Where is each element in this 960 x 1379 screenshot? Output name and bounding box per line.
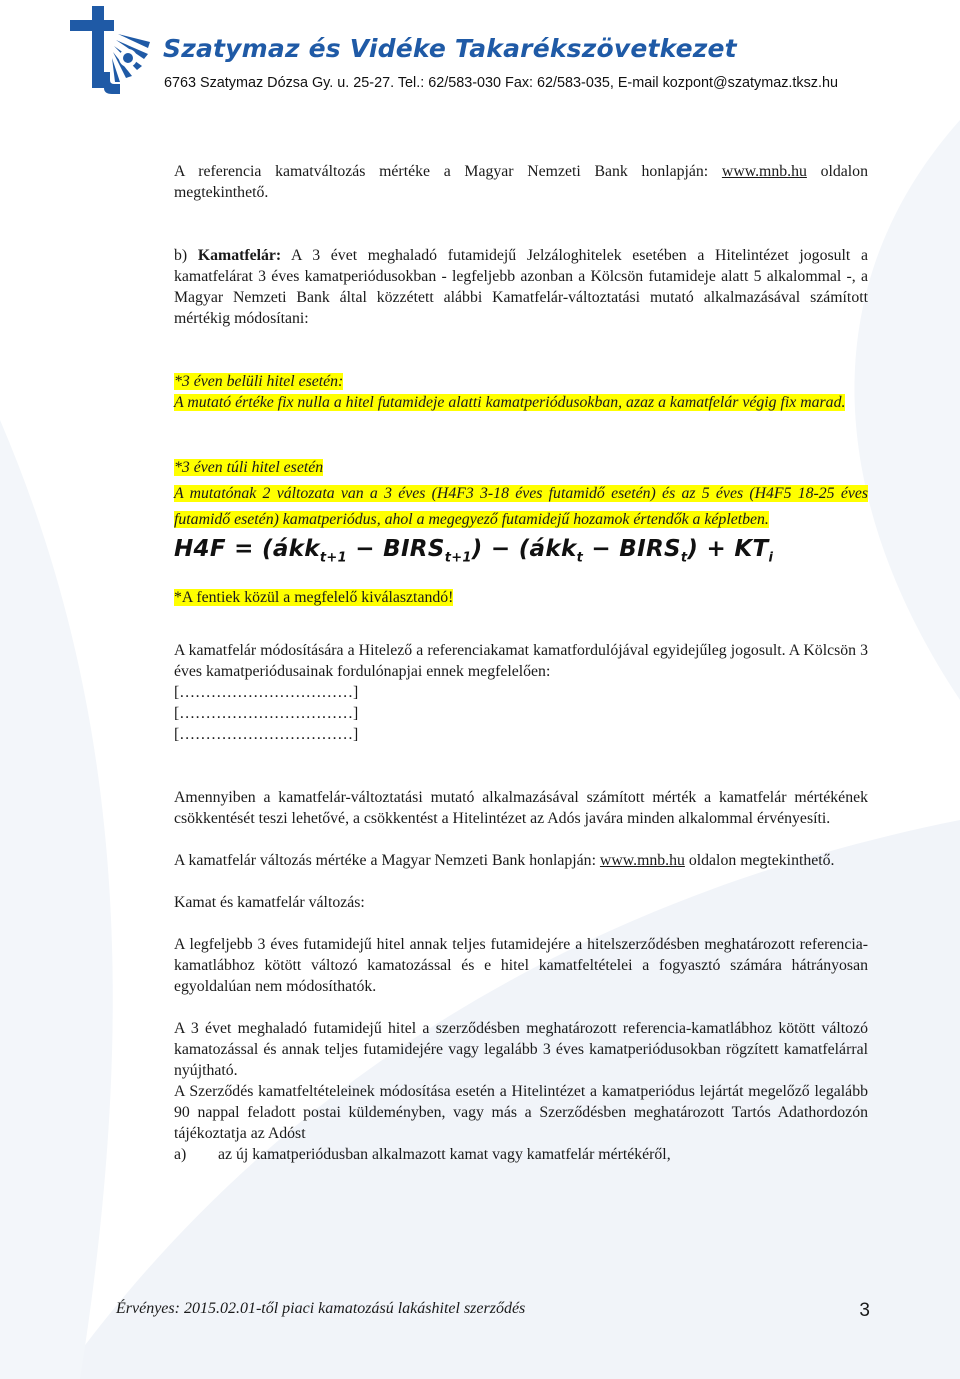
letterhead [66, 0, 960, 100]
markup-text: A 3 évet meghaladó futamidejű Jelzáloghitelek esetében a Hitelintézet jogosult a kamatfelárat 3 éves kamatperiódusokban - legfeljebb azonban a Kölcsön futamideje alatt 5 alkalommal -, a Magyar Nemzeti Bank által közzétett alábbi Kamatfelár-változtatási mutató alkalmazásával számított mértékig módosítani: [174, 247, 868, 327]
selection-note-text: *A fentiek közül a megfelelő kiválasztandó! [174, 588, 454, 606]
short-term-paragraph: A legfeljebb 3 éves futamidejű hitel annak teljes futamidejére a hitelszerződésben meghatározott referencia-kamatlábhoz kötött változó kamatozással és e hitel kamatfeltételei a fogyasztó számára hátrányosan egyoldalúan nem módosíthatók. [174, 935, 868, 995]
blank-date-1: [……………………………] [174, 683, 359, 701]
long-term-paragraph: A 3 évet meghaladó futamidejű hitel a szerződésben meghatározott referencia-kamatlábhoz kötött változó kamatozással és annak teljes futamidejére vagy legalább 3 éves kamatperiódusokban rögzített kamatfelárral nyújtható. [174, 1019, 868, 1079]
within-3-years-heading: *3 éven belüli hitel esetén: [174, 373, 344, 390]
beyond-3-years-block [174, 455, 868, 533]
beyond-3-years-text: A mutatónak 2 változata van a 3 éves (H4F3 3-18 éves futamidő esetén) és az 5 éves (H4F5 18-25 éves futamidő esetén) kamatperiódus, ahol a megegyező futamidejű hozamok értendők a képletben. [174, 485, 868, 528]
item-marker: b) [174, 247, 198, 264]
list-item-a [174, 1144, 868, 1165]
notification-paragraph: A Szerződés kamatfeltételeinek módosítása esetén a Hitelintézet a kamatperiódus lejártát megelőző legalább 90 nappal feladott postai küldeményben, vagy más a Szerződésben meghatározott Tartós Adathordozón tájékoztatja az Adóst [174, 1082, 868, 1142]
reference-rate-note [174, 161, 868, 203]
page-number: 3 [859, 1300, 870, 1321]
list-marker: a) [174, 1145, 187, 1163]
organization-name: Szatymaz és Vidéke Takarékszövetkezet [163, 34, 737, 63]
reference-rate-text: A referencia kamatváltozás mértéke a Magyar Nemzeti Bank honlapján: [174, 163, 722, 180]
document-body [174, 161, 868, 1165]
markup-change-note: A kamatfelár változás mértéke a Magyar Nemzeti Bank honlapján: www.mnb.hu oldalon megtekinthető. [174, 851, 835, 869]
list-item-text: az új kamatperiódusban alkalmazott kamat vagy kamatfelár mértékéről, [218, 1145, 671, 1163]
organization-contact: 6763 Szatymaz Dózsa Gy. u. 25-27. Tel.: 62/583-030 Fax: 62/583-035, E-mail kozpont@szatymaz.tksz.hu [164, 75, 838, 91]
markup-paragraph [174, 245, 868, 329]
reduction-paragraph: Amennyiben a kamatfelár-változtatási mutató alkalmazásával számított mérték a kamatfelár mértékének csökkentését teszi lehetővé, a csökkentést a Hitelintézet az Adós javára minden alkalommal érvényesíti. [174, 788, 868, 827]
page-footer [116, 1300, 870, 1321]
mnb-link[interactable]: www.mnb.hu [721, 163, 807, 180]
footer-validity: Érvényes: 2015.02.01-től piaci kamatozású lakáshitel szerződés [116, 1300, 526, 1317]
mnb-link-2[interactable]: www.mnb.hu [599, 851, 685, 869]
markup-label: Kamatfelár: [197, 247, 282, 264]
h4f-formula: H4F = (ákk$_{t+1}$ − $BIRS_{t+1}$) − (ákk$_t$ − $BIRS_t) + KT_i$ [174, 536, 774, 566]
beyond-3-years-heading: *3 éven túli hitel esetén [174, 459, 324, 476]
bank-logo-icon [66, 4, 152, 96]
within-3-years-text: A mutató értéke fix nulla a hitel futamideje alatti kamatperiódusokban, azaz a kamatfelár végig fix marad. [174, 394, 846, 411]
reference-rate-tail: oldalon megtekinthető. [174, 163, 868, 201]
section-title-rate-change: Kamat és kamatfelár változás: [174, 893, 365, 911]
blank-date-2: [……………………………] [174, 704, 359, 722]
markup-modification-paragraph: A kamatfelár módosítására a Hitelező a referenciakamat kamatfordulójával egyidejűleg jogosult. A Kölcsön 3 éves kamatperiódusainak fordulónapjai ennek megfelelően: [174, 641, 868, 680]
within-3-years-block [174, 371, 868, 413]
selection-note [174, 587, 868, 608]
blank-date-3: [……………………………] [174, 725, 359, 743]
